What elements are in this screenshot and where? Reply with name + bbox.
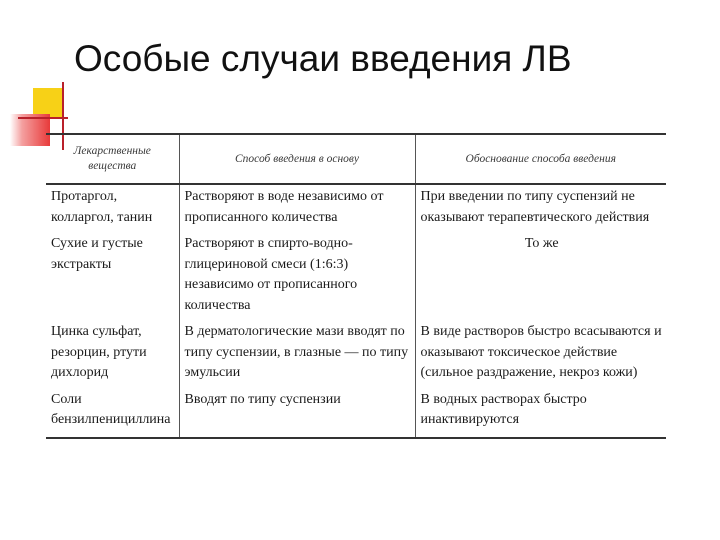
cell-drug: Цинка сульфат, резорцин, ртути дихлорид: [51, 324, 147, 380]
drug-table: [46, 133, 666, 439]
table-row: [46, 388, 666, 438]
cell-drug: Протаргол, колларгол, танин: [51, 189, 153, 225]
decor-horizontal-line: [18, 117, 68, 119]
cell-rationale: В водных растворах быстро инактивируются: [415, 388, 666, 438]
cell-rationale: В виде растворов быстро всасываются и оказывают токсическое действие (сильное раздражение, некроз кожи): [415, 320, 666, 388]
slide-title: Особые случаи введения ЛВ: [74, 38, 572, 79]
header-drugs: Лекарственные вещества: [46, 134, 179, 184]
table-row: [46, 232, 666, 320]
cell-method: Растворяют в спирто-водно-глицериновой смеси (1:6:3) независимо от прописанного количества: [179, 232, 415, 320]
cell-method: Вводят по типу суспензии: [179, 388, 415, 438]
header-method: Способ введения в основу: [179, 134, 415, 184]
header-rationale: Обоснование способа введения: [415, 134, 666, 184]
cell-drug: Соли бензилпенициллина: [46, 388, 179, 438]
cell-drug: Сухие и густые экстракты: [51, 236, 143, 272]
table-row: [46, 184, 666, 232]
table-row: [46, 320, 666, 388]
cell-method: В дерматологические мази вводят по типу суспензии, в глазные — по типу эмульсии: [179, 320, 415, 388]
table-header-row: [46, 134, 666, 184]
cell-rationale: То же: [415, 232, 666, 320]
cell-rationale: При введении по типу суспензий не оказывают терапевтического действия: [415, 184, 666, 232]
cell-method: Растворяют в воде независимо от прописанного количества: [179, 184, 415, 232]
